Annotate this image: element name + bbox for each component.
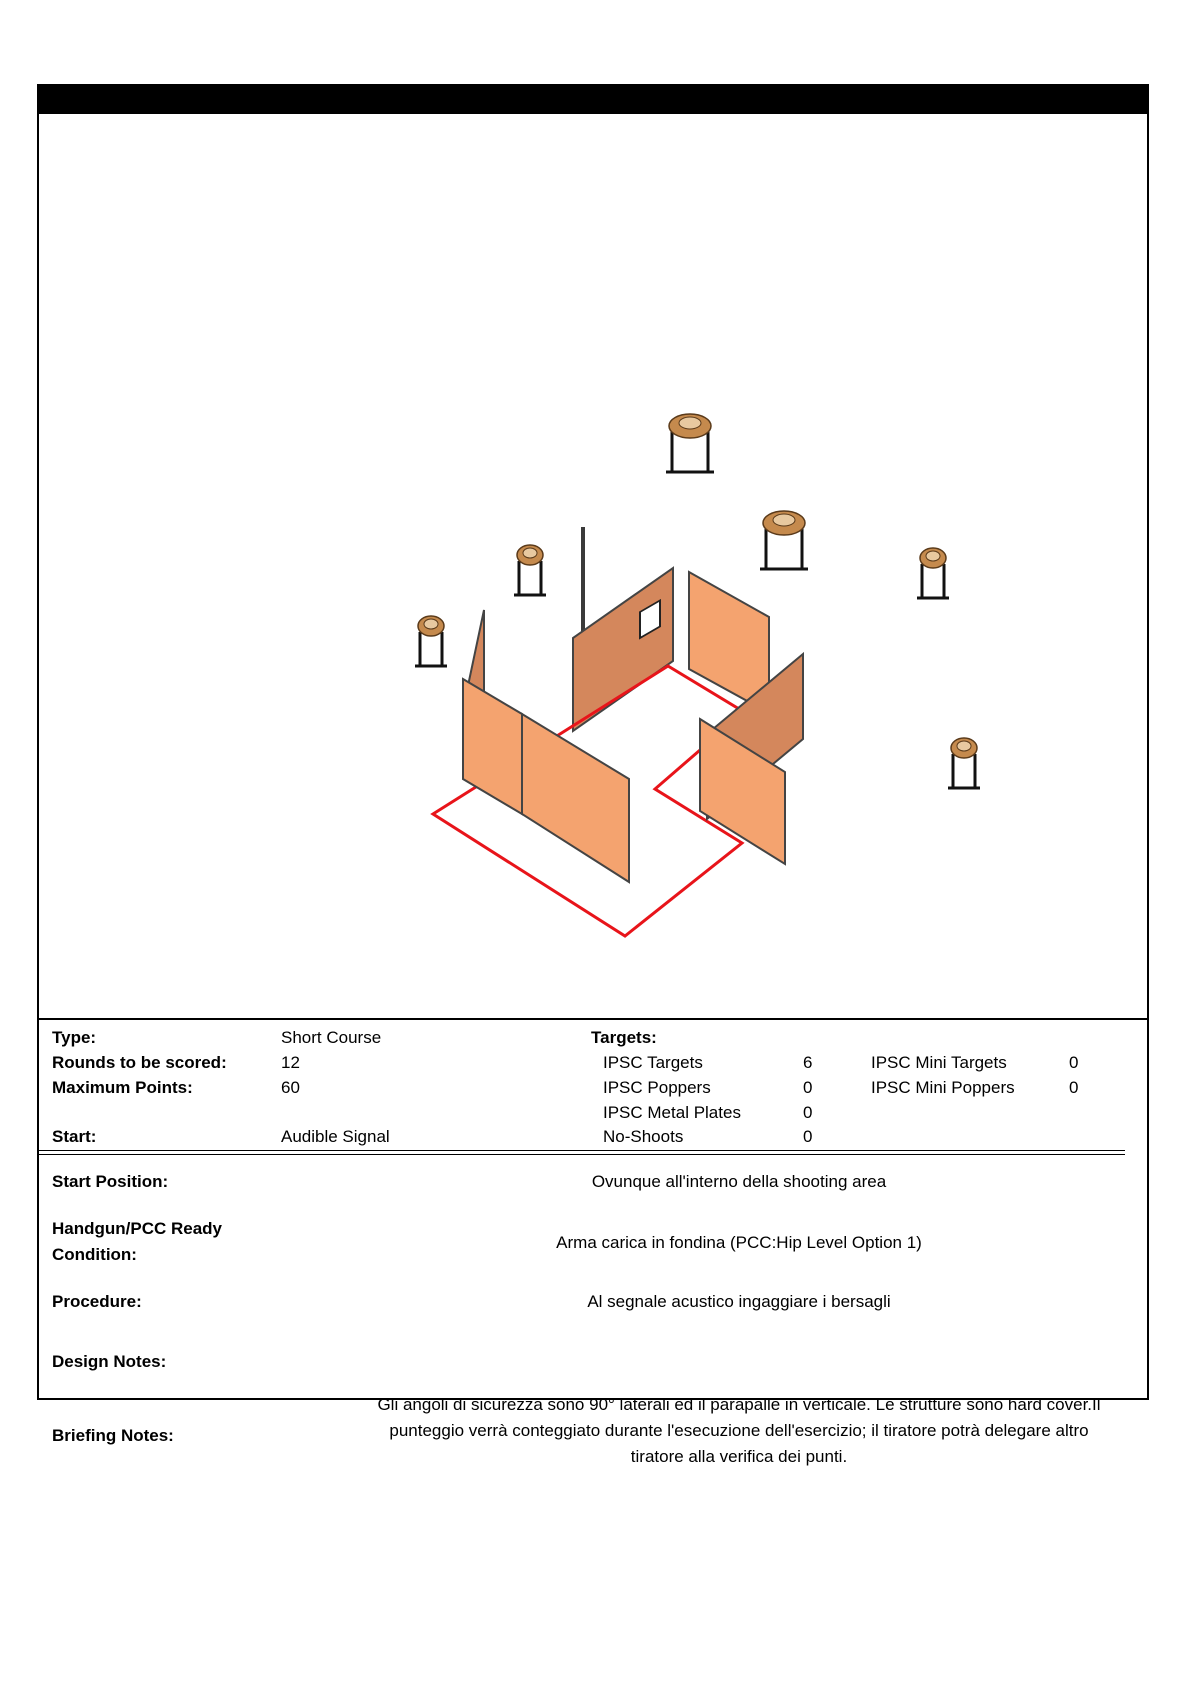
target-type-count: 0: [1069, 1053, 1079, 1072]
ipsc-target-6: [948, 738, 980, 788]
ipsc-target-1: [666, 414, 714, 472]
stage-diagram: [39, 114, 1147, 1018]
target-type-label: IPSC Mini Targets: [871, 1053, 1007, 1072]
wall-front-left-2: [522, 714, 629, 882]
target-type-count: 0: [1069, 1078, 1079, 1097]
start-label: Start:: [52, 1127, 97, 1146]
wall-back-left: [573, 568, 673, 731]
target-type-label: IPSC Mini Poppers: [871, 1078, 1015, 1097]
stage-sheet: [37, 84, 1149, 1466]
target-type-count: 6: [803, 1053, 813, 1072]
type-value: Short Course: [281, 1028, 382, 1047]
header-bar: [39, 86, 1147, 114]
type-label: Type:: [52, 1028, 97, 1047]
wall-front-left-1: [463, 679, 522, 814]
start-position-value: Ovunque all'interno della shooting area: [591, 1172, 887, 1191]
ready-condition-label-line1: Handgun/PCC Ready: [52, 1219, 223, 1238]
briefing-notes-line-3: tiratore alla verifica dei punti.: [630, 1447, 848, 1466]
target-type-count: 0: [803, 1103, 813, 1122]
rounds-label: Rounds to be scored:: [52, 1053, 227, 1072]
briefing-notes-line-2: punteggio verrà conteggiato durante l'esecuzione dell'esercizio; il tiratore potrà delegare altro: [389, 1421, 1089, 1440]
ipsc-target-4: [415, 616, 447, 666]
ready-condition-label-line2: Condition:: [52, 1245, 137, 1264]
target-type-label: No-Shoots: [603, 1127, 684, 1146]
procedure-value: Al segnale acustico ingaggiare i bersagli: [587, 1292, 891, 1311]
target-type-label: IPSC Targets: [603, 1053, 703, 1072]
ipsc-target-5: [917, 548, 949, 598]
stage-diagram-svg: [39, 114, 1147, 1018]
target-type-count: 0: [803, 1078, 813, 1097]
ipsc-target-2: [760, 511, 808, 569]
start-position-label: Start Position:: [52, 1172, 169, 1191]
ready-condition-value: Arma carica in fondina (PCC:Hip Level Option 1): [556, 1233, 922, 1252]
points-value: 60: [281, 1078, 300, 1097]
target-type-label: IPSC Metal Plates: [603, 1103, 741, 1122]
target-type-count: 0: [803, 1127, 813, 1146]
points-label: Maximum Points:: [52, 1078, 193, 1097]
start-value: Audible Signal: [281, 1127, 390, 1146]
section-divider: [39, 1018, 1147, 1020]
design-notes-label: Design Notes:: [52, 1352, 167, 1371]
double-rule: [39, 1150, 1125, 1155]
targets-heading: Targets:: [591, 1028, 657, 1047]
briefing-notes-line-1: Gli angoli di sicurezza sono 90° laterali ed il parapalle in verticale. Le strutture sono hard cover.Il: [377, 1395, 1101, 1414]
rounds-value: 12: [281, 1053, 300, 1072]
ipsc-target-3: [514, 545, 546, 595]
target-type-label: IPSC Poppers: [603, 1078, 711, 1097]
briefing-notes-label: Briefing Notes:: [52, 1426, 174, 1445]
procedure-label: Procedure:: [52, 1292, 142, 1311]
